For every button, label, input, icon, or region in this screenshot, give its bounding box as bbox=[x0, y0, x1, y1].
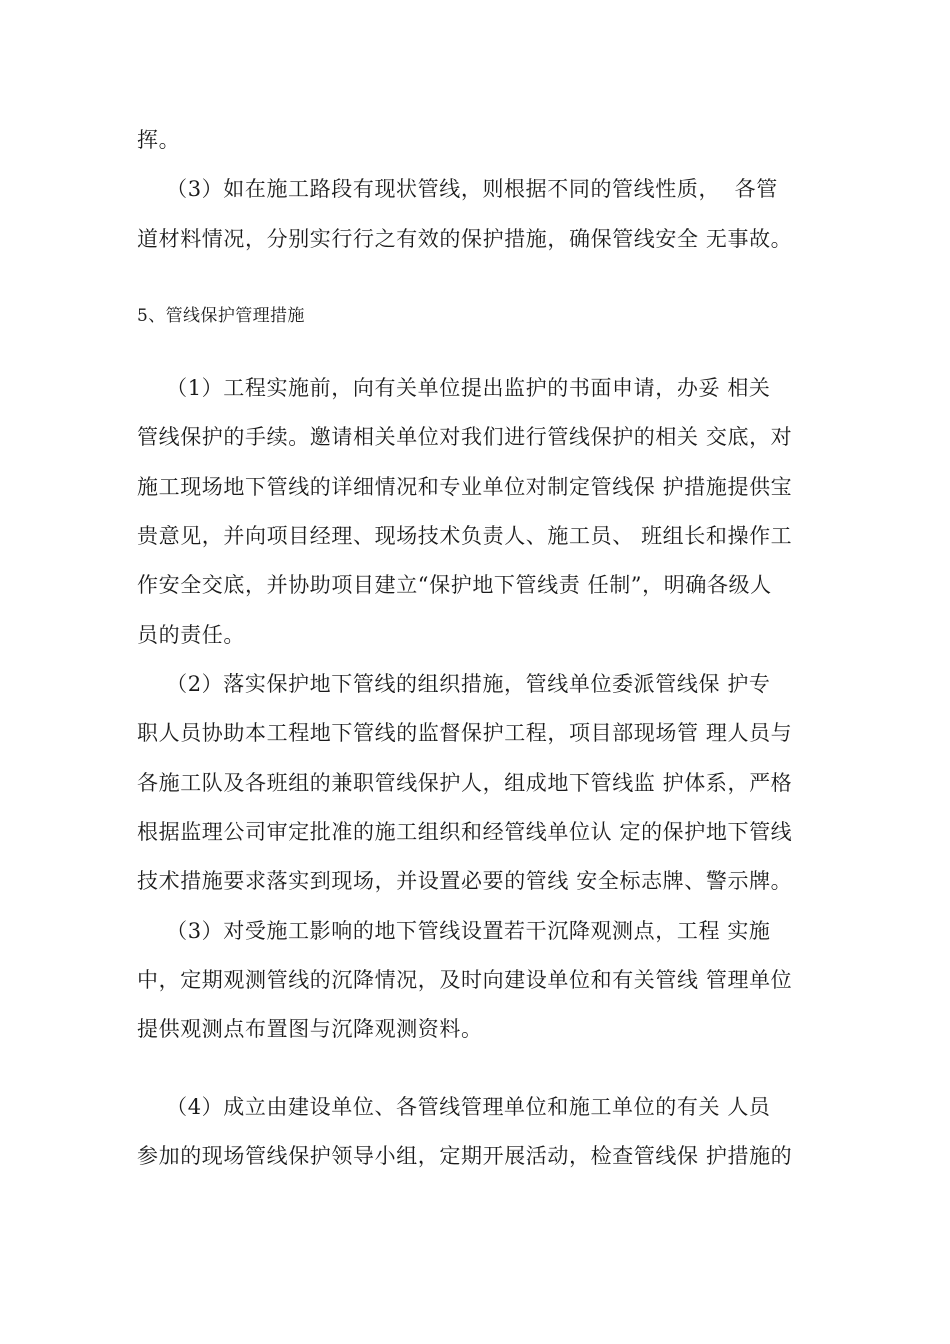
text-line: （3）如在施工路段有现状管线，则根据不同的管线性质， 各管 bbox=[137, 177, 778, 201]
text-line: 贵意见，并向项目经理、现场技术负责人、施工员、 班组长和操作工 bbox=[137, 524, 793, 548]
text-line: 提供观测点布置图与沉降观测资料。 bbox=[137, 1017, 483, 1041]
section-heading: 5、管线保护管理措施 bbox=[137, 306, 305, 326]
text-line: （2）落实保护地下管线的组织措施，管线单位委派管线保 护专 bbox=[137, 672, 771, 696]
text-line: 道材料情况，分别实行行之有效的保护措施，确保管线安全 无事故。 bbox=[137, 227, 793, 251]
text-line: （3）对受施工影响的地下管线设置若干沉降观测点，工程 实施 bbox=[137, 919, 771, 943]
text-line: 施工现场地下管线的详细情况和专业单位对制定管线保 护措施提供宝 bbox=[137, 475, 793, 499]
text-line: 参加的现场管线保护领导小组，定期开展活动，检查管线保 护措施的 bbox=[137, 1144, 793, 1168]
text-line: 作安全交底，并协助项目建立“保护地下管线责 任制”，明确各级人 bbox=[137, 573, 772, 597]
text-line: （4）成立由建设单位、各管线管理单位和施工单位的有关 人员 bbox=[137, 1095, 771, 1119]
text-line: 员的责任。 bbox=[137, 623, 245, 647]
text-line: 根据监理公司审定批准的施工组织和经管线单位认 定的保护地下管线 bbox=[137, 820, 793, 844]
text-line: 管线保护的手续。邀请相关单位对我们进行管线保护的相关 交底，对 bbox=[137, 425, 793, 449]
text-line: 挥。 bbox=[137, 128, 181, 152]
text-line: 职人员协助本工程地下管线的监督保护工程，项目部现场管 理人员与 bbox=[137, 721, 793, 745]
text-line: 技术措施要求落实到现场，并设置必要的管线 安全标志牌、警示牌。 bbox=[137, 869, 793, 893]
text-line: 中，定期观测管线的沉降情况，及时向建设单位和有关管线 管理单位 bbox=[137, 968, 793, 992]
text-line: （1）工程实施前，向有关单位提出监护的书面申请，办妥 相关 bbox=[137, 376, 771, 400]
text-line: 各施工队及各班组的兼职管线保护人，组成地下管线监 护体系，严格 bbox=[137, 771, 793, 795]
